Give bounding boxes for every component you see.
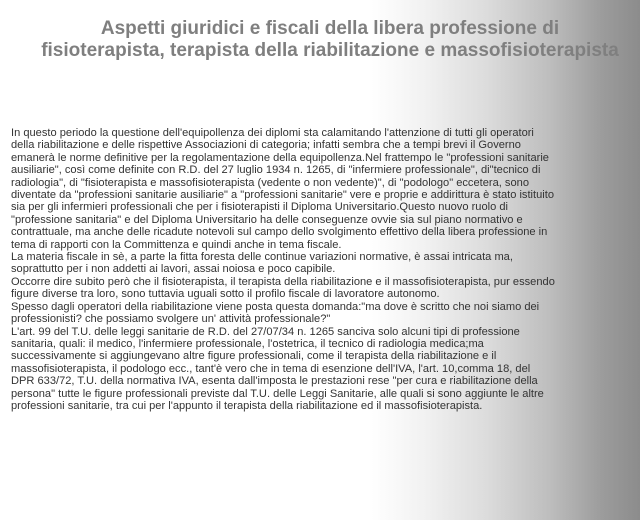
text-line: diventate da "professioni sanitarie ausiliarie" a "professioni sanitarie" vere e proprie e addirittura è stato istituito bbox=[11, 189, 554, 202]
text-line: tema di rapporti con la Committenza e quindi anche in tema fiscale. bbox=[11, 238, 342, 251]
text-line: La materia fiscale in sè, a parte la fitta foresta delle continue variazioni normative, è assai intricata ma, bbox=[11, 251, 513, 264]
text-line: DPR 633/72, T.U. della normativa IVA, esenta dall'imposta le prestazioni rese "per cura e riabilitazione della bbox=[11, 375, 538, 388]
text-line: persona" tutte le figure professionali previste dal T.U. delle Leggi Sanitarie, alle quali si sono aggiunte le altre bbox=[11, 387, 544, 400]
text-line: L'art. 99 del T.U. delle leggi sanitarie de R.D. del 27/07/34 n. 1265 sanciva solo alcuni tipi di professione bbox=[11, 325, 520, 338]
text-line: Spesso dagli operatori della riabilitazione viene posta questa domanda:"ma dove è scritto che noi siamo dei bbox=[11, 300, 540, 313]
text-line: radiologia", di "fisioterapista e massofisioterapista (vedente o non vedente)", di "podologo" eccetera, sono bbox=[11, 176, 529, 189]
article-body bbox=[11, 127, 637, 412]
text-line: Occorre dire subito però che il fisioterapista, il terapista della riabilitazione e il massofisioterapista, pur essendo bbox=[11, 275, 555, 288]
text-line: massofisioterapista, il podologo ecc., tant'è vero che in tema di esenzione dell'IVA, l'art. 10,comma 18, del bbox=[11, 362, 531, 375]
text-line: successivamente si aggiungevano altre figure professionali, come il terapista della riabilitazione e il bbox=[11, 350, 497, 363]
text-line: ausiliarie", così come definite con R.D. del 27 luglio 1934 n. 1265, di "infermiere professionale", di"tecnico di bbox=[11, 164, 541, 177]
text-line: sia per gli infermieri professionali che per i fisioterapisti il Diploma Universitario.Questo nuovo ruolo di bbox=[11, 201, 508, 214]
text-line: soprattutto per i non addetti ai lavori, assai noiosa e poco capibile. bbox=[11, 263, 336, 276]
text-line: professionisti? che possiamo svolgere un' attività professionale?" bbox=[11, 313, 331, 326]
text-line: contrattuale, ma anche delle ricadute notevoli sul campo dello svolgimento effettivo della libera professione in bbox=[11, 226, 548, 239]
text-line: sanitaria, quali: il medico, l'infermiere professionale, l'ostetrica, il tecnico di radiologia medica;ma bbox=[11, 337, 484, 350]
text-line: "professione sanitaria" e del Diploma Universitario ha delle conseguenze ovvie sia sul piano normativo e bbox=[11, 213, 523, 226]
text-line: professioni sanitarie, tra cui per l'appunto il terapista della riabilitazione ed il massofisioterapista. bbox=[11, 399, 483, 412]
page-title: Aspetti giuridici e fiscali della libera professione di fisioterapista, terapista della riabilitazione e massofisioterapista bbox=[41, 18, 619, 61]
text-line: In questo periodo la questione dell'equipollenza dei diplomi sta calamitando l'attenzione di tutti gli operatori bbox=[11, 127, 534, 139]
text-line: emanerà le norme definitive per la regolamentazione della equipollenza.Nel frattempo le "professioni sanitarie bbox=[11, 151, 549, 164]
text-line: della riabilitazione e delle rispettive Associazioni di categoria; infatti sembra che a tempi brevi il Governo bbox=[11, 139, 521, 152]
text-line: figure diverse tra loro, sono tuttavia uguali sotto il profilo fiscale di lavoratore autonomo. bbox=[11, 288, 440, 301]
